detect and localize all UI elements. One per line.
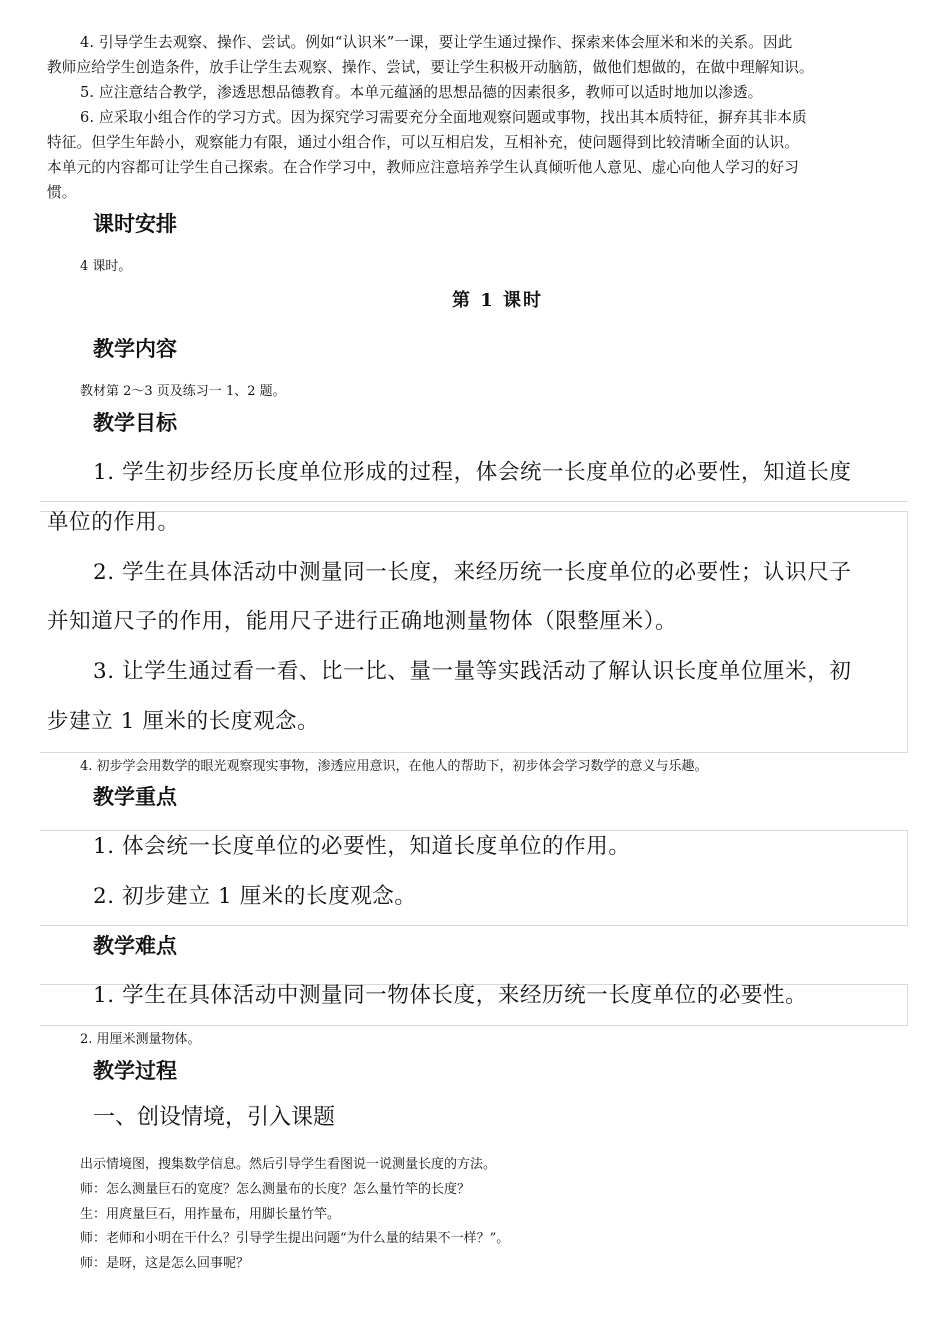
- process-line: 生：用庹量巨石，用拃量布，用脚长量竹竿。: [80, 1207, 341, 1222]
- objective-4: 4. 初步学会用数学的眼光观察现实事物，渗透应用意识，在他人的帮助下，初步体会学习数学的意义与乐趣。: [80, 759, 708, 774]
- objective-2-line2: 并知道尺子的作用，能用尺子进行正确地测量物体（限整厘米）。: [47, 609, 678, 634]
- objective-3-line1: 3. 让学生通过看一看、比一比、量一量等实践活动了解认识长度单位厘米，初: [93, 659, 852, 684]
- schedule-heading: 课时安排: [93, 212, 177, 236]
- intro-paragraph-6-line4: 惯。: [47, 184, 77, 201]
- objective-1-line1: 1. 学生初步经历长度单位形成的过程，体会统一长度单位的必要性，知道长度: [93, 460, 852, 485]
- intro-paragraph-6-line2: 特征。但学生年龄小，观察能力有限，通过小组合作，可以互相启发，互相补充，使问题得到比较清晰全面的认识。: [47, 134, 799, 151]
- difficulties-heading: 教学难点: [93, 934, 177, 958]
- objectives-heading: 教学目标: [93, 411, 177, 435]
- intro-paragraph-6-line3: 本单元的内容都可让学生自己探索。在合作学习中，教师应注意培养学生认真倾听他人意见、虚心向他人学习的好习: [47, 159, 799, 176]
- process-line: 师：是呀，这是怎么回事呢？: [80, 1256, 250, 1271]
- process-line: 出示情境图，搜集数学信息。然后引导学生看图说一说测量长度的方法。: [80, 1157, 497, 1172]
- process-line: 师：怎么测量巨石的宽度？怎么测量布的长度？怎么量竹竿的长度？: [80, 1182, 471, 1197]
- intro-paragraph-4-line1: 4. 引导学生去观察、操作、尝试。例如“认识米”一课，要让学生通过操作、探索来体会厘米和米的关系。因此: [80, 34, 793, 51]
- key-points-heading: 教学重点: [93, 785, 177, 809]
- process-line: 师：老师和小明在干什么？引导学生提出问题“为什么量的结果不一样？”。: [80, 1231, 510, 1246]
- intro-paragraph-5: 5. 应注意结合教学，渗透思想品德教育。本单元蕴涵的思想品德的因素很多，教师可以适时地加以渗透。: [80, 84, 763, 101]
- objective-3-line2: 步建立 1 厘米的长度观念。: [47, 709, 320, 734]
- objective-2-line1: 2. 学生在具体活动中测量同一长度，来经历统一长度单位的必要性；认识尺子: [93, 560, 852, 585]
- key-point-2: 2. 初步建立 1 厘米的长度观念。: [93, 884, 417, 909]
- objective-1-line2: 单位的作用。: [47, 510, 180, 535]
- process-heading: 教学过程: [93, 1059, 177, 1083]
- key-point-1: 1. 体会统一长度单位的必要性，知道长度单位的作用。: [93, 834, 631, 859]
- lesson-title: 第 1 课时: [451, 290, 544, 311]
- intro-paragraph-4-line2: 教师应给学生创造条件，放手让学生去观察、操作、尝试，要让学生积极开动脑筋，做他们想做的，在做中理解知识。: [47, 59, 814, 76]
- content-text: 教材第 2～3 页及练习一 1、2 题。: [80, 384, 286, 399]
- schedule-text: 4 课时。: [80, 259, 132, 274]
- table-rule: [40, 501, 908, 502]
- process-section-1-title: 一、创设情境，引入课题: [93, 1105, 336, 1130]
- difficulty-2: 2. 用厘米测量物体。: [80, 1032, 201, 1047]
- content-heading: 教学内容: [93, 337, 177, 361]
- difficulty-1: 1. 学生在具体活动中测量同一物体长度，来经历统一长度单位的必要性。: [93, 983, 808, 1008]
- intro-paragraph-6-line1: 6. 应采取小组合作的学习方式。因为探究学习需要充分全面地观察问题或事物，找出其本质特征，摒弃其非本质: [80, 109, 807, 126]
